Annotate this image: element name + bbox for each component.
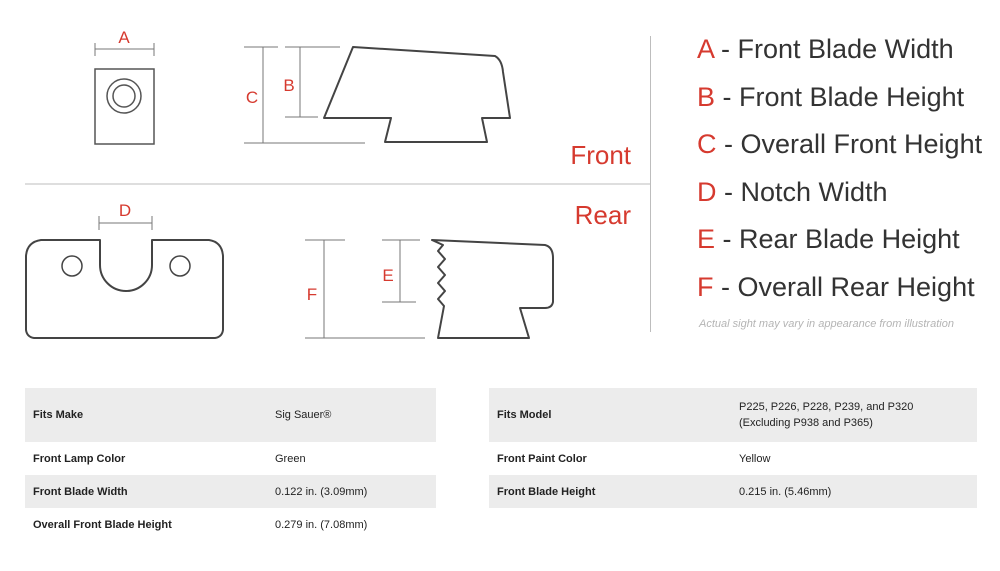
- dimension-c-label: C: [245, 88, 259, 107]
- spec-value: Green: [275, 452, 306, 465]
- spec-value: 0.122 in. (3.09mm): [267, 475, 436, 508]
- rear-view-label: Rear: [574, 200, 631, 230]
- spec-label: Front Blade Width: [25, 475, 267, 508]
- table-row: [489, 388, 977, 442]
- table-row: [25, 442, 436, 475]
- spec-label: Overall Front Blade Height: [33, 518, 172, 531]
- legend-item-d: D - Notch Width: [697, 176, 888, 207]
- spec-label: Front Lamp Color: [33, 452, 126, 465]
- rear-sight-end-view: [26, 240, 223, 338]
- table-row: [25, 388, 436, 442]
- spec-value-line: P225, P226, P228, P239, and P320: [739, 401, 914, 413]
- table-row: [25, 508, 436, 541]
- legend-item-c: C - Overall Front Height: [697, 129, 983, 160]
- legend-item-e: E - Rear Blade Height: [697, 224, 960, 255]
- spec-label: Fits Make: [25, 388, 267, 442]
- dimension-d: [99, 201, 152, 230]
- spec-value: Yellow: [739, 452, 771, 465]
- legend-item-a: A - Front Blade Width: [697, 34, 954, 64]
- dimension-a-label: A: [118, 28, 130, 47]
- dimension-b: [283, 47, 340, 117]
- dimension-d-label: D: [118, 201, 132, 220]
- spec-label: Front Paint Color: [497, 452, 587, 465]
- illustration-disclaimer: Actual sight may vary in appearance from illustration: [699, 318, 954, 330]
- table-row: [489, 442, 977, 475]
- spec-label: Front Blade Height: [489, 475, 731, 508]
- rear-sight-side-view: [432, 240, 553, 338]
- dimension-legend: [697, 30, 997, 316]
- sight-dimension-diagram: [0, 0, 660, 345]
- spec-value-line: (Excluding P938 and P365): [739, 417, 873, 429]
- table-row: [25, 475, 436, 508]
- spec-table-right: [489, 388, 977, 508]
- front-sight-side-view: [324, 47, 510, 142]
- spec-table-left: [25, 388, 436, 541]
- legend-item-b: B - Front Blade Height: [697, 81, 965, 112]
- legend-item-f: F - Overall Rear Height: [697, 271, 975, 302]
- dimension-e-label: E: [382, 266, 394, 285]
- spec-value: 0.279 in. (7.08mm): [275, 518, 368, 531]
- legend-divider: [650, 36, 651, 332]
- front-sight-end-view: [95, 69, 154, 144]
- spec-label: Fits Model: [489, 388, 731, 442]
- front-view-label: Front: [570, 140, 631, 170]
- spec-value: [731, 388, 977, 442]
- dimension-f-label: F: [306, 285, 318, 304]
- dimension-e: [382, 240, 420, 302]
- spec-value: 0.215 in. (5.46mm): [731, 475, 977, 508]
- table-row: [489, 475, 977, 508]
- dimension-b-label: B: [283, 76, 295, 95]
- dimension-a: [95, 28, 154, 56]
- spec-value: Sig Sauer®: [267, 388, 436, 442]
- dimension-f: [305, 240, 425, 338]
